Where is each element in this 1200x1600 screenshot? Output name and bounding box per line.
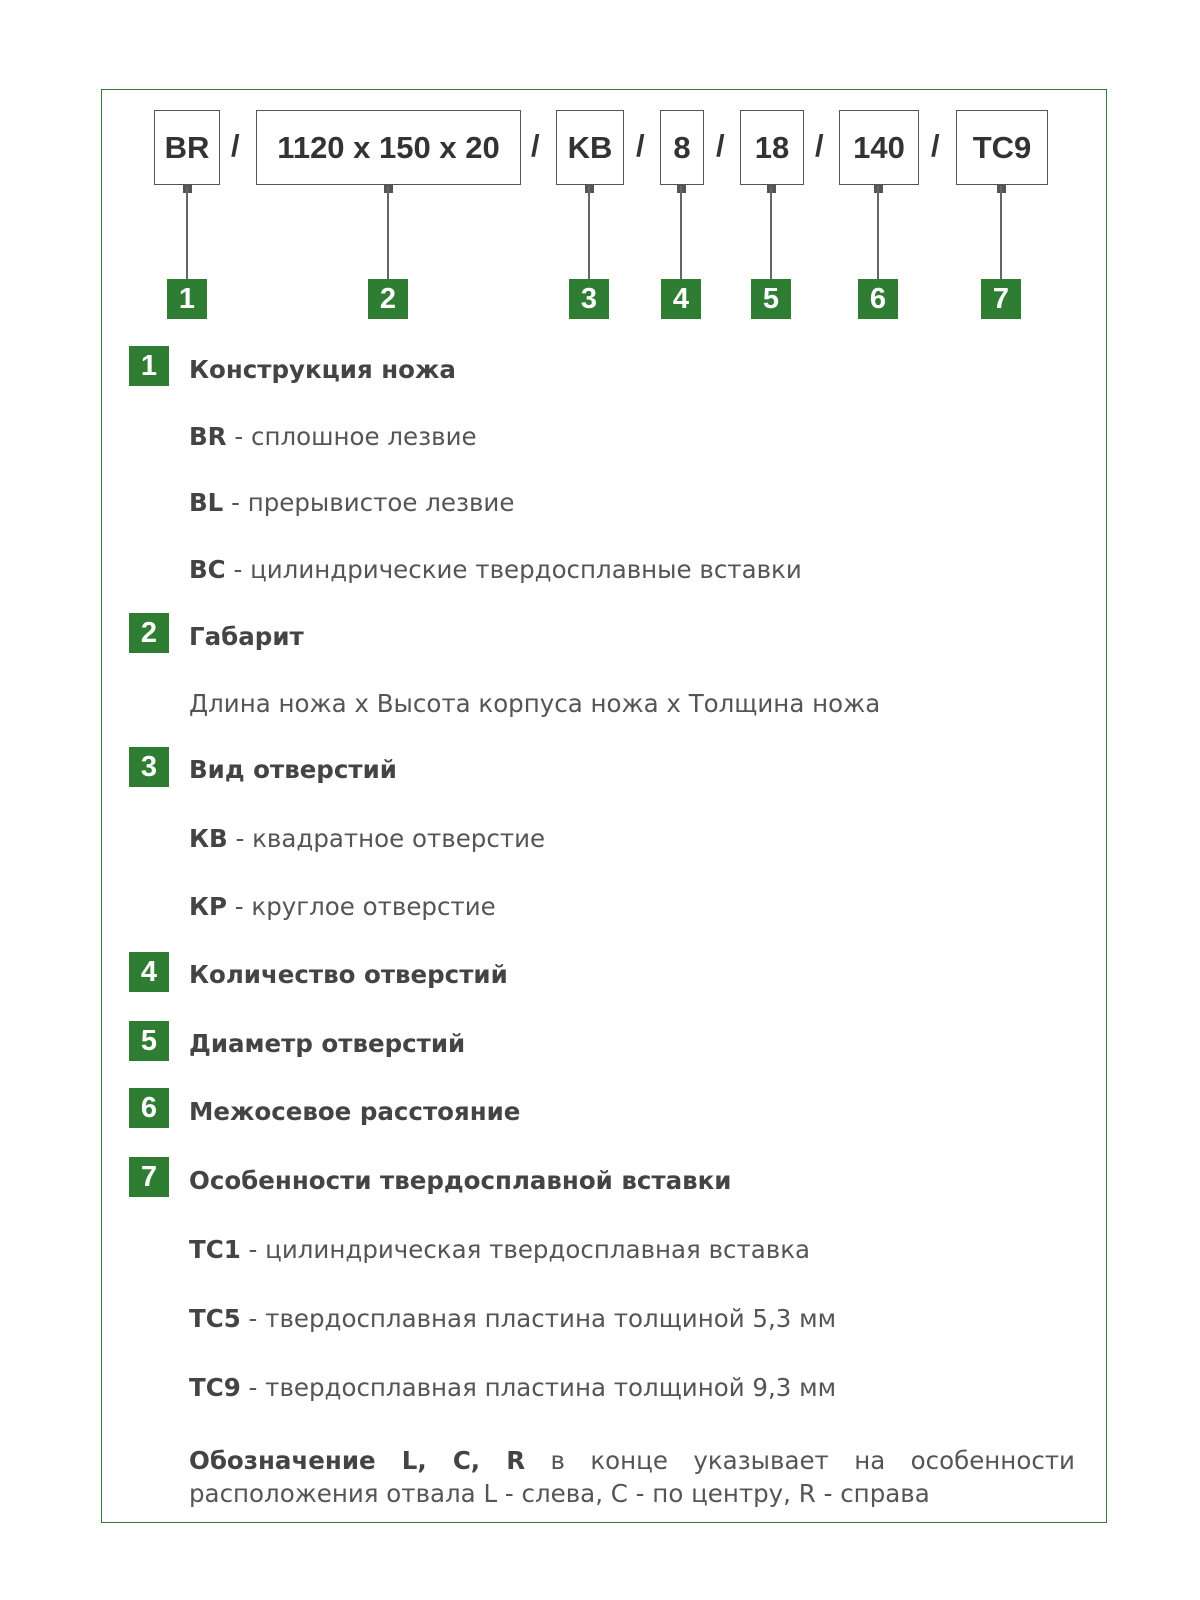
suffix-note [189,1444,1075,1510]
list-item [189,892,496,921]
section-badge: 5 [129,1021,169,1061]
item-code: TC1 [189,1235,241,1264]
section-title: Особенности твердосплавной вставки [189,1166,732,1195]
code-segment-size: 1120 x 150 x 20 [256,110,521,185]
list-item [189,422,477,451]
connector-line [186,186,188,279]
section-title: Количество отверстий [189,960,508,989]
item-desc: - прерывистое лезвие [231,488,515,517]
section-title: Габарит [189,622,304,651]
code-segment-hole-diameter: 18 [740,110,804,185]
item-desc: - квадратное отверстие [235,824,546,853]
item-code: КР [189,892,227,921]
connector-line [877,186,879,279]
connector-line [1000,186,1002,279]
list-item [189,555,802,584]
item-desc: - круглое отверстие [234,892,496,921]
code-segment-insert: TC9 [956,110,1048,185]
item-code: КВ [189,824,228,853]
code-segment-hole-type: KB [556,110,624,185]
connector-line [387,186,389,279]
section-title: Диаметр отверстий [189,1029,466,1058]
code-number-badge: 2 [368,279,408,319]
code-number-badge: 4 [661,279,701,319]
item-desc: - твердосплавная пластина толщиной 5,3 мм [248,1304,837,1333]
section-badge: 3 [129,747,169,787]
code-segment-hole-count: 8 [660,110,704,185]
section-text: Длина ножа х Высота корпуса ножа х Толщина ножа [189,689,881,718]
code-separator: / [716,128,725,163]
item-code: TC5 [189,1304,241,1333]
item-desc: - твердосплавная пластина толщиной 9,3 мм [248,1373,837,1402]
list-item [189,1235,810,1264]
code-separator: / [636,128,645,163]
list-item [189,1304,836,1333]
note-bold: Обозначение L, C, R [189,1446,526,1475]
item-code: BL [189,488,224,517]
connector-line [680,186,682,279]
item-code: BR [189,422,227,451]
item-desc: - цилиндрическая твердосплавная вставка [248,1235,811,1264]
connector-line [770,186,772,279]
section-badge: 4 [129,952,169,992]
code-number-badge: 5 [751,279,791,319]
section-title: Межосевое расстояние [189,1097,521,1126]
code-number-badge: 3 [569,279,609,319]
section-badge: 1 [129,346,169,386]
section-badge: 2 [129,613,169,653]
code-separator: / [815,128,824,163]
section-title: Вид отверстий [189,755,397,784]
code-segment-construction: BR [154,110,220,185]
section-badge: 6 [129,1088,169,1128]
code-number-badge: 6 [858,279,898,319]
note-text: в конце указывает на особенности расположения отвала L - слева, C - по центру, R - справа [189,1446,1075,1508]
code-separator: / [931,128,940,163]
code-separator: / [531,128,540,163]
section-badge: 7 [129,1157,169,1197]
item-code: TC9 [189,1373,241,1402]
code-segment-pitch: 140 [839,110,919,185]
code-number-badge: 1 [167,279,207,319]
item-desc: - цилиндрические твердосплавные вставки [233,555,802,584]
item-code: BC [189,555,226,584]
section-title: Конструкция ножа [189,355,456,384]
list-item [189,488,514,517]
list-item [189,824,545,853]
code-separator: / [231,128,240,163]
item-desc: - сплошное лезвие [234,422,477,451]
connector-line [588,186,590,279]
list-item [189,1373,836,1402]
code-number-badge: 7 [981,279,1021,319]
